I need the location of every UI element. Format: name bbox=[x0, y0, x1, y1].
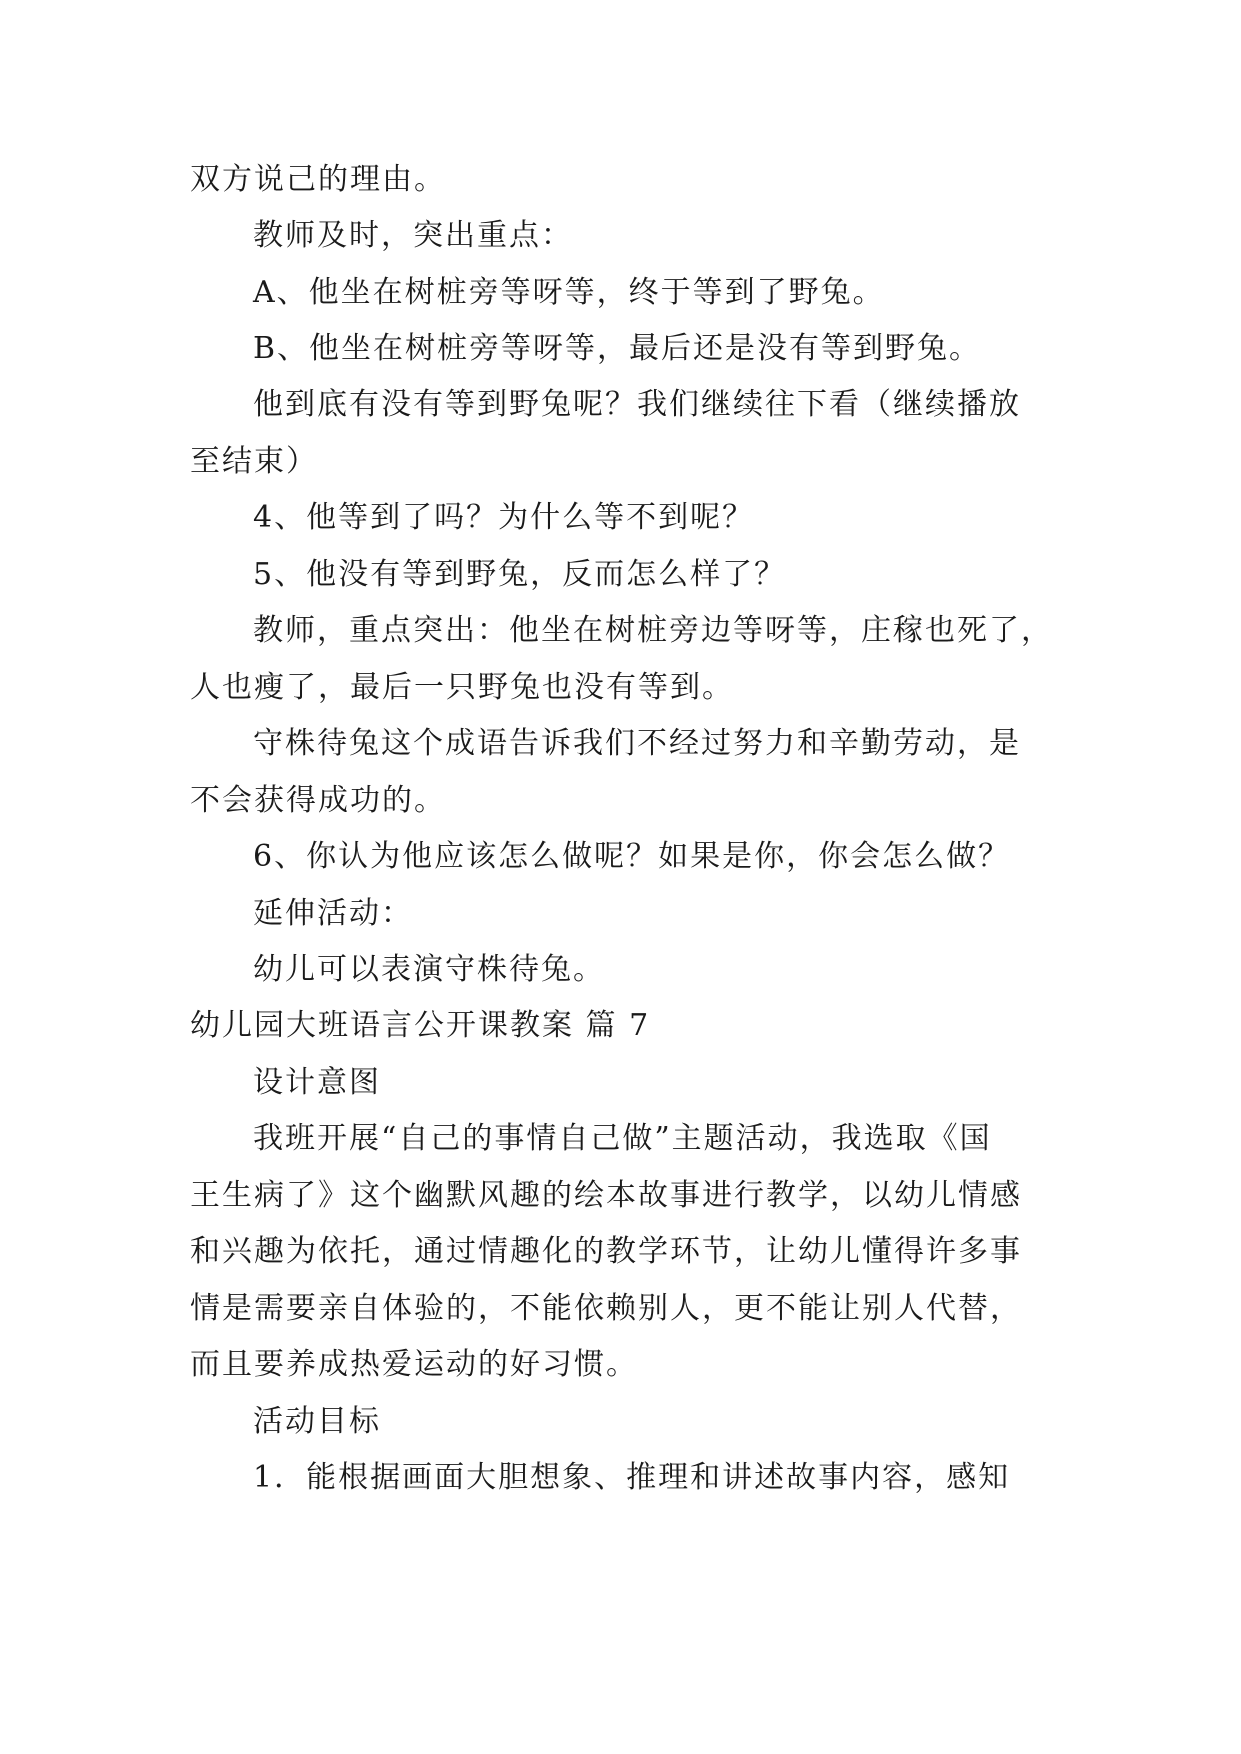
text-line: B、他坐在树桩旁等呀等，最后还是没有等到野兔。 bbox=[253, 331, 982, 366]
subheading: 设计意图 bbox=[253, 1065, 381, 1100]
text-line: 情是需要亲自体验的，不能依赖别人，更不能让别人代替， bbox=[190, 1291, 1022, 1326]
text-line: 我班开展“自己的事情自己做”主题活动，我选取《国 bbox=[253, 1121, 992, 1156]
text-line: 1．能根据画面大胆想象、推理和讲述故事内容，感知 bbox=[253, 1460, 1011, 1495]
subheading: 活动目标 bbox=[253, 1404, 381, 1439]
text-line: 双方说己的理由。 bbox=[190, 162, 446, 197]
text-line: 幼儿可以表演守株待兔。 bbox=[253, 952, 605, 987]
text-line: 教师，重点突出：他坐在树桩旁边等呀等，庄稼也死了， bbox=[253, 613, 1053, 648]
text-line: 至结束） bbox=[190, 444, 318, 479]
text-line: 不会获得成功的。 bbox=[190, 783, 446, 818]
text-line: 和兴趣为依托，通过情趣化的教学环节，让幼儿懂得许多事 bbox=[190, 1234, 1022, 1269]
text-line: A、他坐在树桩旁等呀等，终于等到了野兔。 bbox=[253, 275, 885, 310]
text-line: 6、你认为他应该怎么做呢？如果是你，你会怎么做？ bbox=[253, 839, 1011, 874]
text-line: 5、他没有等到野兔，反而怎么样了？ bbox=[253, 557, 787, 592]
text-line: 王生病了》这个幽默风趣的绘本故事进行教学，以幼儿情感 bbox=[190, 1178, 1022, 1213]
text-line: 他到底有没有等到野兔呢？我们继续往下看（继续播放 bbox=[253, 387, 1021, 422]
text-line: 守株待兔这个成语告诉我们不经过努力和辛勤劳动，是 bbox=[253, 726, 1021, 761]
text-line: 延伸活动： bbox=[253, 896, 413, 931]
text-line: 教师及时，突出重点： bbox=[253, 218, 573, 253]
section-heading: 幼儿园大班语言公开课教案 篇 7 bbox=[190, 1008, 651, 1043]
text-line: 4、他等到了吗？为什么等不到呢？ bbox=[253, 500, 755, 535]
text-line: 而且要养成热爱运动的好习惯。 bbox=[190, 1347, 638, 1382]
text-line: 人也瘦了，最后一只野兔也没有等到。 bbox=[190, 670, 734, 705]
